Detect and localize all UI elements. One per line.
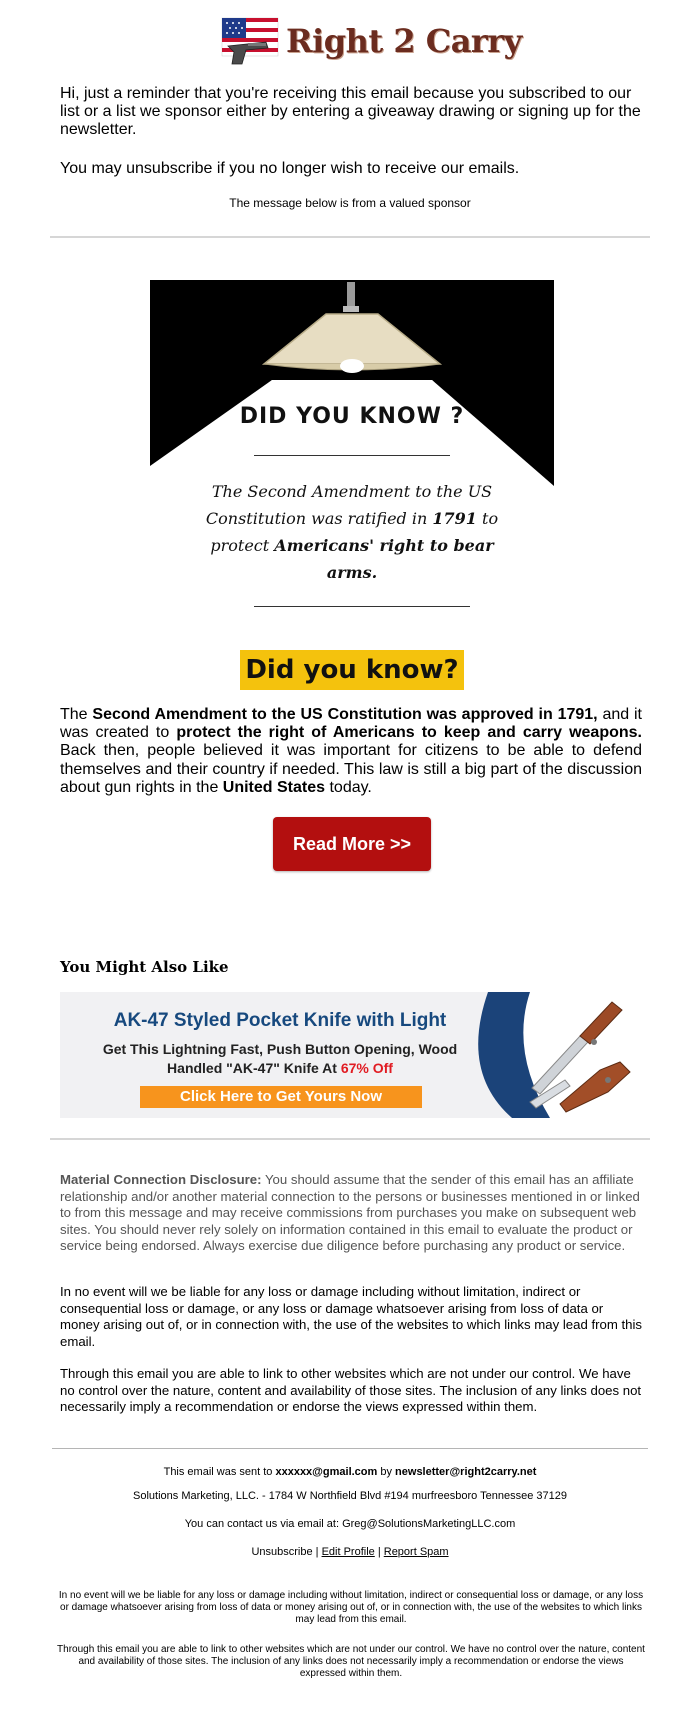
report-spam-link[interactable]: Report Spam (383, 1546, 449, 1558)
banner-subtitle-line-2: Handled "AK-47" Knife At (167, 1060, 341, 1076)
edit-profile-link[interactable]: Edit Profile (321, 1546, 375, 1558)
recipient-email: xxxxxx@gmail.com (275, 1466, 378, 1478)
divider (50, 236, 650, 238)
intro-paragraph: Hi, just a reminder that you're receiving this email because you subscribed to our list or a list we sponsor either by entering a giveaway drawing or signing up for the newsletter. (60, 85, 641, 138)
article-bold-2: protect the right of Americans to keep and carry weapons. (176, 724, 642, 742)
material-disclosure (60, 1172, 642, 1255)
hero-body-text-1: The Second Amendment to the US Constitution was ratified in (205, 482, 493, 528)
hero-title: DID YOU KNOW ? (239, 404, 465, 429)
footer-links-disclaimer: Through this email you are able to link to other websites which are not under our control. We have no control over the nature, content and availability of those sites. The inclusion of any links does not necessarily imply a recommendation or endorse the views expressed within them. (57, 1644, 645, 1679)
divider (52, 1448, 648, 1449)
hero-body-text-2: to protect (210, 509, 499, 555)
right2carry-logo[interactable] (218, 12, 522, 70)
logo-brand-text: Right 2 Carry (286, 22, 522, 60)
divider (50, 1138, 650, 1140)
sender-email: newsletter@right2carry.net (395, 1466, 537, 1478)
footer-liability: In no event will we be liable for any loss or damage including without limitation, indirect or consequential loss or damage, or any loss or damage whatsoever arising from loss of data or money arising out of, or in connection with, the use of the websites to which links may lead from this email. (58, 1590, 644, 1625)
contact-line: You can contact us via email at: Greg@SolutionsMarketingLLC.com (184, 1518, 516, 1530)
disclosure-label: Material Connection Disclosure: (60, 1172, 262, 1187)
disclosure-text: You should assume that the sender of this email has an affiliate relationship and/or another material connection to the persons or businesses mentioned in or linked to from this message and may receive commissions from purchases you make on subsequent web sites. You should never rely solely on information contained in this email to evaluate the product or service being endorsed. Always exercise due diligence before purchasing any product or service. (60, 1172, 640, 1253)
did-you-know-graphic (150, 280, 554, 620)
hero-body-year: 1791 (432, 509, 477, 528)
banner-discount: 67% Off (340, 1060, 393, 1076)
banner-title: AK-47 Styled Pocket Knife with Light (113, 1010, 447, 1031)
article-bold-3: United States (222, 778, 326, 796)
article-text-4: today. (325, 778, 372, 796)
hero-body (190, 478, 514, 586)
you-might-also-like-heading: You Might Also Like (60, 958, 229, 976)
article-text-2: and it was created to (60, 706, 642, 742)
link-separator: | (312, 1546, 322, 1558)
external-links-paragraph: Through this email you are able to link to other websites which are not under our control. We have no control over the nature, content and availability of those sites. The inclusion of any links does not necessarily imply a recommendation or endorse the views expressed within them. (60, 1366, 642, 1414)
hero-body-bold: Americans' right to bear arms. (274, 536, 494, 582)
sent-by-text: by (377, 1466, 396, 1478)
read-more-button[interactable]: Read More >> (273, 817, 431, 871)
sent-to-line (0, 1466, 700, 1478)
article-paragraph (60, 706, 642, 797)
knife-ad-banner[interactable] (60, 992, 642, 1118)
unsubscribe-note: You may unsubscribe if you no longer wish to receive our emails. (60, 160, 520, 177)
flag-pistol-icon (218, 12, 288, 70)
banner-subtitle-line-1: Get This Lightning Fast, Push Button Opening, Wood (102, 1041, 458, 1057)
article-text-1: The (60, 706, 93, 723)
unsubscribe-link[interactable]: Unsubscribe (251, 1546, 313, 1558)
article-text-3: Back then, people believed it was important for citizens to be able to defend themselves and their country if needed. This law is still a big part of the discussion about gun rights in the (60, 742, 642, 796)
footer-links (0, 1546, 700, 1558)
liability-paragraph: In no event will we be liable for any loss or damage including without limitation, indirect or consequential loss or damage, or any loss or damage whatsoever arising from loss of data or money arising out of, or in connection with, the use of the websites to which links may lead from this email. (60, 1284, 643, 1349)
banner-cta-button[interactable]: Click Here to Get Yours Now (140, 1086, 422, 1108)
hero-rule-top (254, 455, 450, 456)
hero-rule-bottom (254, 606, 470, 607)
sent-to-prefix: This email was sent to (163, 1466, 276, 1478)
company-address: Solutions Marketing, LLC. - 1784 W Northfield Blvd #194 murfreesboro Tennessee 37129 (133, 1490, 567, 1502)
link-separator: | (374, 1546, 384, 1558)
article-bold-1: Second Amendment to the US Constitution was approved in 1791, (92, 706, 598, 723)
did-you-know-heading: Did you know? (240, 650, 464, 690)
banner-subtitle (60, 1040, 500, 1078)
sponsor-note: The message below is from a valued sponsor (229, 196, 471, 210)
